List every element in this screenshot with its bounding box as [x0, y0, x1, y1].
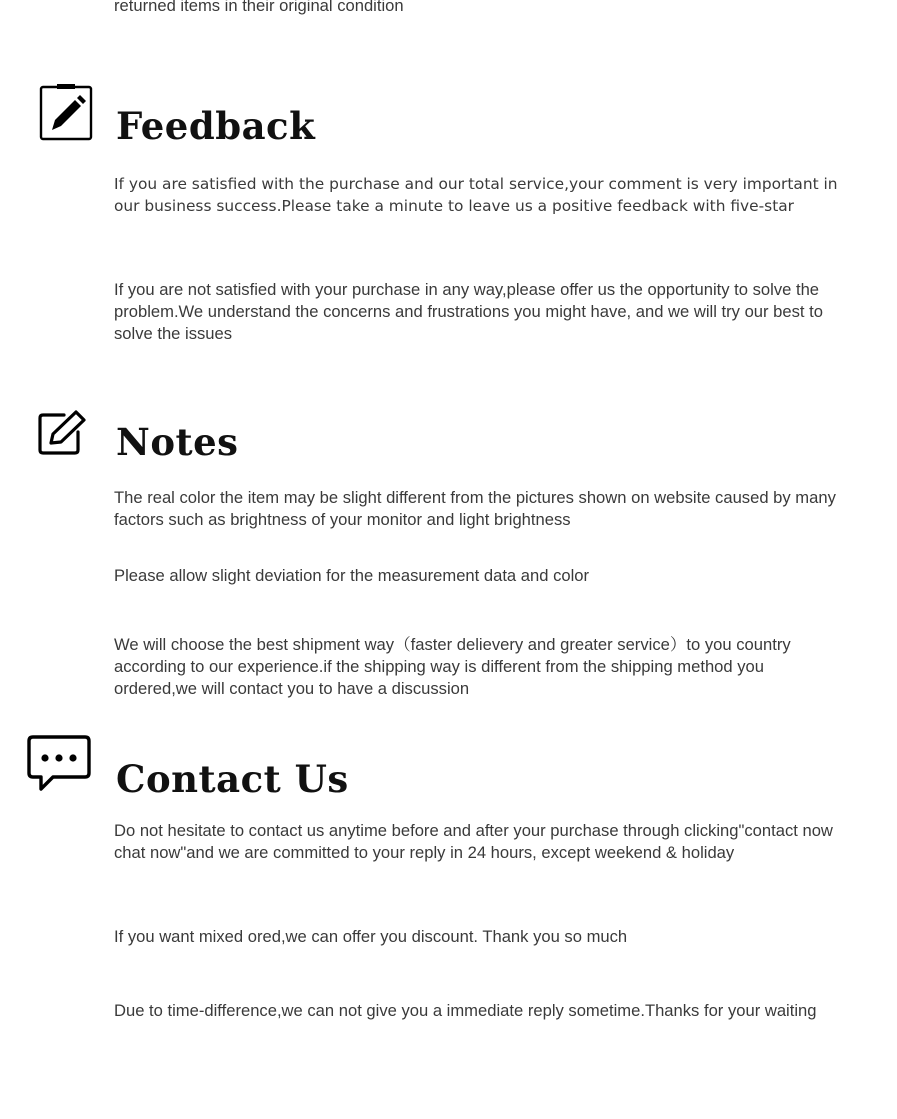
previous-section-text: returned items in their original condition — [114, 0, 404, 15]
notes-paragraph-1: The real color the item may be slight different from the pictures shown on website caused by many factors such as brightness of your monitor and light brightness — [114, 488, 836, 529]
contact-paragraph-1: Do not hesitate to contact us anytime before and after your purchase through clicking"contact now chat now"and we are committed to your reply in 24 hours, except weekend & holiday — [114, 821, 833, 862]
section-title-notes: Notes — [116, 420, 239, 464]
chat-bubble-icon — [27, 735, 91, 795]
notes-paragraph-3: We will choose the best shipment way（faster delievery and greater service）to you country according to our experience.if the shipping way is different from the shipping method you ordered,we will contact you to have a discussion — [114, 635, 791, 698]
edit-square-icon — [38, 410, 86, 456]
contact-paragraph-2: If you want mixed ored,we can offer you discount. Thank you so much — [114, 927, 628, 946]
contact-paragraph-3: Due to time-difference,we can not give you a immediate reply sometime.Thanks for your waiting — [114, 1001, 817, 1020]
section-title-feedback: Feedback — [116, 104, 316, 148]
section-title-contact-us: Contact Us — [116, 757, 349, 801]
feedback-paragraph-1: If you are satisfied with the purchase and our total service,your comment is very important in our business success.Please take a minute to leave us a positive feedback with five-star — [114, 175, 838, 215]
notes-paragraph-2: Please allow slight deviation for the measurement data and color — [114, 566, 590, 585]
edit-clipboard-icon — [39, 84, 93, 142]
feedback-paragraph-2: If you are not satisfied with your purchase in any way,please offer us the opportunity to solve the problem.We understand the concerns and frustrations you might have, and we will try our best to solve the issues — [114, 280, 823, 343]
